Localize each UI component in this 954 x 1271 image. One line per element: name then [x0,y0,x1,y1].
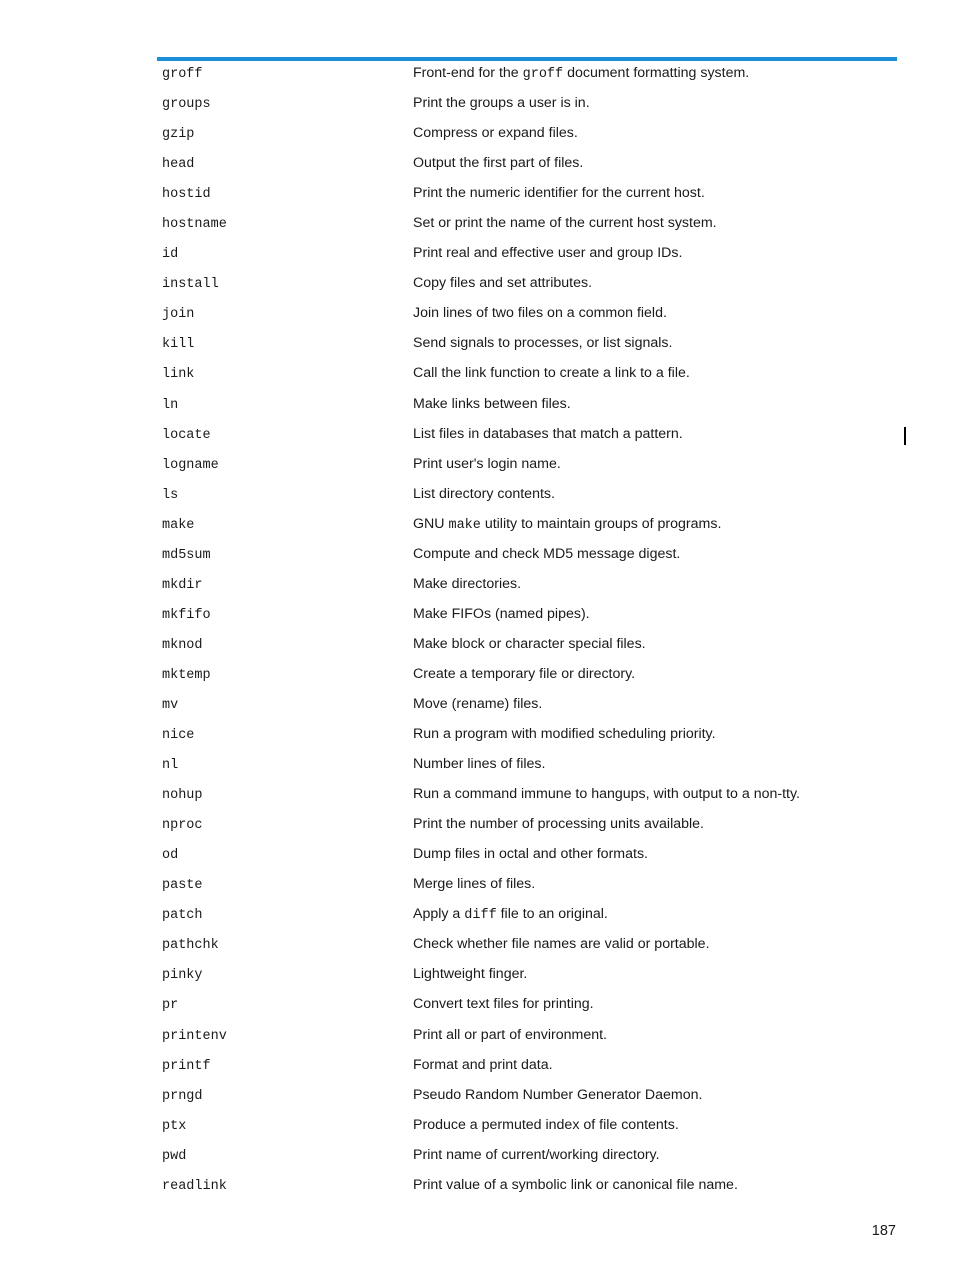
table-row [157,300,897,330]
inline-code: make [448,517,481,533]
table-row [157,511,897,541]
command-description [413,576,521,592]
description-text: file to an original. [496,906,608,923]
description-text: Print the numeric identifier for the current host. [413,185,705,202]
command-description [413,486,555,502]
table-row [157,1142,897,1172]
command-description [413,726,716,742]
command-description [413,1117,679,1133]
description-text: Move (rename) files. [413,695,543,712]
description-text: Make directories. [413,575,522,592]
command-name: mknod [162,637,203,653]
command-description [413,335,672,351]
command-description [413,816,704,832]
command-description [413,155,583,171]
command-name: ls [162,487,179,503]
command-name: pwd [162,1148,187,1164]
command-name: gzip [162,127,195,143]
command-name: ln [162,397,179,413]
command-description [413,95,590,111]
command-name: nohup [162,788,203,804]
table-row [157,451,897,481]
table-row [157,150,897,180]
command-name: mktemp [162,667,211,683]
table-row [157,721,897,751]
command-description [413,1057,553,1073]
description-text: List files in databases that match a pattern. [413,425,683,442]
command-name: nl [162,758,179,774]
command-name: ptx [162,1118,187,1134]
description-text: Compute and check MD5 message digest. [413,545,681,562]
table-row [157,210,897,240]
description-text: Print value of a symbolic link or canonical file name. [413,1176,738,1193]
description-text: Make FIFOs (named pipes). [413,605,590,622]
command-description [413,396,571,412]
description-text: Output the first part of files. [413,155,584,172]
command-name: make [162,517,195,533]
table-row [157,571,897,601]
command-name: nice [162,728,195,744]
command-description [413,65,749,82]
command-description [413,696,542,712]
command-description [413,996,594,1012]
command-description [413,1147,660,1163]
command-name: mv [162,697,179,713]
description-text: Print user's login name. [413,455,561,472]
command-name: hostid [162,187,211,203]
command-description [413,966,527,982]
command-description [413,275,592,291]
description-text: document formatting system. [563,65,750,81]
description-text: Print the number of processing units available. [413,816,705,833]
inline-code: groff [522,67,564,82]
command-name: printf [162,1058,211,1074]
command-name: id [162,247,179,263]
table-row [157,1112,897,1142]
description-text: Print real and effective user and group IDs. [413,245,683,262]
description-text: Send signals to processes, or list signals. [413,335,673,352]
table-row [157,240,897,270]
command-description [413,456,561,472]
change-bar [904,427,906,445]
description-text: Lightweight finger. [413,966,528,983]
description-text: Front-end for the [413,65,523,81]
description-text: Pseudo Random Number Generator Daemon. [413,1086,703,1103]
description-text: Merge lines of files. [413,876,536,893]
table-row [157,391,897,421]
command-name: groff [162,67,203,82]
command-description [413,906,608,923]
description-text: Check whether file names are valid or portable. [413,936,710,953]
description-text: Print name of current/working directory. [413,1146,660,1163]
table-row [157,541,897,571]
command-name: kill [162,337,195,353]
command-name: printenv [162,1028,227,1044]
command-description [413,546,680,562]
command-description [413,426,683,442]
description-text: Print the groups a user is in. [413,95,590,112]
description-text: Make links between files. [413,395,571,412]
command-name: install [162,277,219,293]
description-text: Set or print the name of the current host system. [413,215,717,232]
description-text: GNU [413,515,449,532]
description-text: Call the link function to create a link to a file. [413,365,690,382]
description-text: Produce a permuted index of file contents. [413,1116,679,1133]
command-name: pathchk [162,938,219,954]
table-row [157,1022,897,1052]
table-row [157,811,897,841]
command-description [413,215,717,231]
command-description [413,936,710,952]
inline-code: diff [464,908,497,924]
command-name: mkdir [162,577,203,593]
command-name: nproc [162,818,203,834]
command-description [413,786,800,802]
table-row [157,751,897,781]
description-text: Make block or character special files. [413,635,646,652]
table-row [157,691,897,721]
description-text: Join lines of two files on a common field. [413,305,667,322]
table-row [157,60,897,90]
table-row [157,90,897,120]
command-description [413,666,635,682]
command-name: paste [162,878,203,894]
table-row [157,961,897,991]
table-row [157,421,897,451]
table-row [157,661,897,691]
command-name: pr [162,998,179,1014]
description-text: Copy files and set attributes. [413,275,593,292]
table-row [157,841,897,871]
table-row [157,330,897,360]
description-text: List directory contents. [413,485,555,502]
description-text: Dump files in octal and other formats. [413,846,648,863]
command-name: readlink [162,1178,227,1194]
command-description [413,365,690,381]
command-description [413,1027,607,1043]
table-row [157,1052,897,1082]
command-name: prngd [162,1088,203,1104]
description-text: Print all or part of environment. [413,1026,607,1043]
description-text: Apply a [413,906,465,923]
command-name: locate [162,427,211,443]
command-name: groups [162,97,211,113]
description-text: Convert text files for printing. [413,996,594,1013]
page-number: 187 [871,1223,896,1239]
table-row [157,270,897,300]
command-description [413,846,648,862]
command-description [413,1177,738,1193]
description-text: Format and print data. [413,1056,553,1073]
command-name: hostname [162,217,227,233]
table-row [157,871,897,901]
description-text: utility to maintain groups of programs. [480,515,722,532]
command-description [413,516,721,533]
command-table [157,60,897,1202]
description-text: Run a command immune to hangups, with output to a non-tty. [413,786,800,803]
table-row [157,781,897,811]
description-text: Number lines of files. [413,756,546,773]
command-name: pinky [162,968,203,984]
command-description [413,125,578,141]
description-text: Create a temporary file or directory. [413,665,636,682]
table-row [157,991,897,1021]
command-description [413,876,535,892]
command-description [413,606,590,622]
table-row [157,1172,897,1202]
table-row [157,601,897,631]
table-row [157,931,897,961]
command-description [413,305,667,321]
command-description [413,636,646,652]
command-name: od [162,848,179,864]
table-row [157,1082,897,1112]
description-text: Run a program with modified scheduling priority. [413,726,716,743]
table-row [157,120,897,150]
command-description [413,245,682,261]
command-name: link [162,367,195,383]
table-row [157,180,897,210]
table-row [157,901,897,931]
command-name: md5sum [162,547,211,563]
command-name: mkfifo [162,607,211,623]
description-text: Compress or expand files. [413,125,578,142]
command-description [413,756,545,772]
command-name: logname [162,457,219,473]
table-row [157,631,897,661]
command-description [413,185,705,201]
command-name: patch [162,908,203,924]
command-name: join [162,307,195,323]
table-row [157,360,897,390]
command-name: head [162,157,195,173]
table-row [157,481,897,511]
command-description [413,1087,702,1103]
